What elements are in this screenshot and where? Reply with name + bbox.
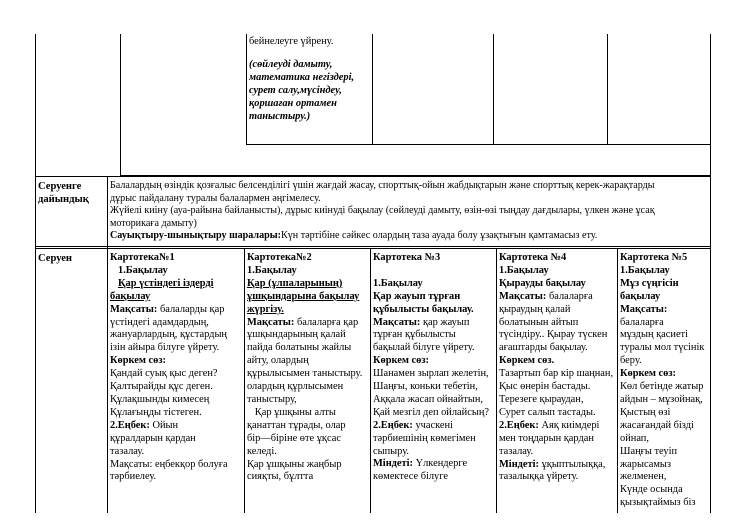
- poem-line: Қандай суық қыс деген?: [110, 368, 218, 380]
- poem-line: қызықтаймыз біз: [620, 497, 696, 509]
- walk-label: Серуен: [38, 253, 73, 264]
- italic-line: қоршаған ортамен: [249, 97, 337, 109]
- art-label: Көркем сөз.: [499, 355, 555, 367]
- goal-text: бір—біріне өте ұқсас: [247, 432, 341, 444]
- health-text: Күн тәртібіне сәйкес олардың таза ауада болу ұзақтығын қамтамасыз ету.: [280, 230, 598, 242]
- poem-line: Қыс өнерін бастады.: [499, 381, 591, 393]
- card-observation: 1.Бақылау: [620, 264, 670, 276]
- walk-prep-line: дұрыс пайдалану туралы балалармен әңгімелесу.: [110, 192, 321, 204]
- goal-label: Мақсаты:: [247, 316, 295, 328]
- card-topic: Қар жауып тұрған: [373, 290, 461, 302]
- poem-line: Қыстың өзі: [620, 406, 671, 418]
- poem-line: Құлақшынды кимесең: [110, 393, 210, 405]
- work-label: 2.Еңбек:: [373, 419, 413, 431]
- italic-line: таныстыру.): [249, 110, 311, 122]
- walk-prep-line: моторикаға дамыту): [110, 217, 197, 229]
- grid-line: [246, 34, 247, 144]
- goal-text: Қар ұшқыны алты: [247, 406, 336, 418]
- card-topic: Қырауды бақылау: [499, 277, 586, 289]
- goal-text: Қар ұшқыны жаңбыр: [247, 458, 342, 470]
- grid-line: [120, 34, 121, 175]
- poem-line: Шаңғы теуіп: [620, 445, 678, 457]
- grid-line: [35, 34, 36, 513]
- art-label: Көркем сөз:: [373, 355, 429, 367]
- grid-line: [35, 176, 711, 177]
- goal-text: айту, олардың: [247, 355, 309, 367]
- work-text: Ойын: [152, 419, 179, 431]
- poem-line: Құлағыңды тістеген.: [110, 406, 202, 418]
- task-text: Үлкендерге: [415, 458, 468, 470]
- activity-text: бейнелеуге үйрену.: [249, 36, 334, 47]
- card-5: [620, 252, 710, 512]
- goal-text: ұшқындарының қалай: [247, 329, 346, 341]
- card-observation: 1.Бақылау: [373, 277, 423, 289]
- goal-text: қыраудың қалай: [499, 303, 571, 315]
- card-topic: бақылау: [110, 290, 151, 302]
- walk-prep-line: Балалардың өзіндік қозғалыс белсенділігі үшін жағдай жасау, спорттық-ойын жабдықтарын және спорттық керек-жарақтарды: [110, 180, 655, 191]
- work-text: Аяқ киімдері: [541, 419, 600, 431]
- goal-text: болатынын айтып: [499, 316, 579, 328]
- task-text: ұқыптылыққа,: [541, 458, 606, 470]
- poem-line: Сурет салып тастады.: [499, 406, 596, 418]
- card-title: Картотека №5: [620, 252, 688, 263]
- card-3: [373, 252, 496, 512]
- grid-line: [35, 246, 711, 247]
- goal-text: балаларға қар: [296, 316, 359, 328]
- card-observation: 1.Бақылау: [118, 264, 168, 276]
- grid-line: [496, 248, 497, 513]
- card-title: Картотека№1: [110, 252, 175, 263]
- poem-line: Шанамен зырлап желетін,: [373, 368, 489, 380]
- card-title: Картотека №3: [373, 252, 441, 263]
- goal-text: үстіндегі адамдардың,: [110, 316, 209, 328]
- goal-label: Мақсаты:: [110, 303, 158, 315]
- card-title: Картотека№2: [247, 252, 312, 263]
- poem-line: Терезеге қыраудан,: [499, 393, 584, 405]
- work-label: 2.Еңбек:: [499, 419, 539, 431]
- walk-prep-line: Жүйелі киіну (ауа-райына байланысты), дұрыс киінуді бақылау (сөйлеуді дамыту, өзін-өзі тыңдау дағдылары, үлкен және ұсақ: [110, 205, 655, 217]
- goal-text: таныстыру,: [247, 393, 297, 405]
- poem-line: Тазартып бар кір шаңнан,: [499, 368, 614, 380]
- goal-text: бақылай білуге үйрету.: [373, 342, 475, 354]
- work-label: 2.Еңбек:: [110, 419, 150, 431]
- italic-line: (сөйлеуді дамыту,: [249, 58, 333, 70]
- goal-text: ізін айыра білуге үйрету.: [110, 342, 220, 354]
- walk-prep-content: [110, 180, 710, 243]
- health-label: Сауықтыру-шынықтыру шаралары:: [110, 230, 281, 242]
- grid-line: [372, 34, 373, 144]
- card-topic: құбылысты бақылау.: [373, 303, 474, 315]
- italic-line: сурет салу,мүсіндеу,: [249, 84, 342, 96]
- poem-line: Қалтырайды құс деген.: [110, 381, 213, 393]
- art-label: Көркем сөз:: [110, 355, 166, 367]
- grid-line: [710, 34, 711, 513]
- card-4: [499, 252, 617, 512]
- grid-line: [607, 34, 608, 144]
- poem-line: айдын – мұзойнақ,: [620, 393, 703, 405]
- card-observation: 1.Бақылау: [499, 264, 549, 276]
- goal-text: туралы мол түсінік: [620, 342, 705, 354]
- poem-line: жасағандай бізді: [620, 419, 694, 431]
- task-text: тазалыққа үйрету.: [499, 471, 579, 483]
- work-text: учаскені: [415, 419, 453, 431]
- grid-line: [35, 248, 711, 249]
- task-text: көмектесе білуге: [373, 471, 448, 483]
- goal-text: мұздың қасиеті: [620, 329, 688, 341]
- work-text: сыпыру.: [373, 445, 409, 457]
- walk-prep-label: Серуенге дайындық: [38, 181, 89, 205]
- grid-line: [246, 144, 710, 145]
- card-topic: жүргізу.: [247, 303, 284, 315]
- health-line: [110, 230, 710, 243]
- goal-text: жануарлардың, құстардың: [110, 329, 227, 341]
- goal-label: Мақсаты:: [499, 290, 547, 302]
- work-text: құралдарын қардан: [110, 432, 196, 444]
- task-label: Міндеті:: [373, 458, 413, 470]
- goal-text: құрылысымен таныстыру.: [247, 368, 363, 380]
- grid-line: [244, 248, 245, 513]
- card-topic: Қар (ұлпаларының): [247, 277, 343, 289]
- task-label: Міндеті:: [499, 458, 539, 470]
- card-topic: ұшқындарына бақылау: [247, 290, 360, 302]
- goal-text: келеді.: [247, 445, 277, 457]
- work-text: тазалау.: [110, 445, 145, 457]
- work-goal: тәрбиелеу.: [110, 471, 157, 483]
- grid-line: [370, 248, 371, 513]
- goal-text: пайда болатыны жайлы: [247, 342, 352, 354]
- goal-label: Мақсаты:: [620, 303, 668, 315]
- goal-text: қанаттан тұрады, олар: [247, 419, 346, 431]
- work-goal: Мақсаты: еңбекқор болуға: [110, 458, 228, 470]
- goal-text: түсіндіру.. Қырау түскен: [499, 329, 608, 341]
- poem-line: жарысамыз желменен,: [620, 458, 671, 483]
- card-topic: Мұз сүңгісін: [620, 277, 679, 289]
- work-text: тазалау.: [499, 445, 534, 457]
- card-topic: бақылау: [620, 290, 661, 302]
- work-text: мен тоңдарын қардан: [499, 432, 594, 444]
- goal-label: Мақсаты:: [373, 316, 421, 328]
- goal-text: балаларды қар: [159, 303, 225, 315]
- poem-line: Қай мезгіл деп ойлайсың?: [373, 406, 489, 418]
- grid-line: [617, 248, 618, 513]
- poem-line: Күнде осында: [620, 484, 683, 496]
- goal-text: тұрған құбылысты: [373, 329, 456, 341]
- art-label: Көркем сөз:: [620, 368, 676, 380]
- poem-line: Аққала жасап ойнайтын,: [373, 393, 484, 405]
- card-2: [247, 252, 370, 512]
- grid-line: [493, 34, 494, 144]
- goal-text: сияқты, бұлтта: [247, 471, 314, 483]
- work-text: тәрбиешінің көмегімен: [373, 432, 476, 444]
- card-observation: 1.Бақылау: [247, 264, 297, 276]
- goal-text: олардың құрлысымен: [247, 381, 344, 393]
- card-1: [110, 252, 244, 512]
- goal-text: беру.: [620, 355, 642, 367]
- goal-text: балаларға: [620, 316, 664, 328]
- card-topic: Қар үстіндегі іздерді: [118, 277, 214, 289]
- poem-line: ойнап,: [620, 432, 649, 444]
- top-activity-cell: [249, 36, 371, 123]
- goal-text: ағаштарды бақылау.: [499, 342, 588, 354]
- grid-line: [107, 176, 108, 513]
- poem-line: Көл бетінде жатыр: [620, 381, 704, 393]
- poem-line: Шаңғы, коньки тебетін,: [373, 381, 478, 393]
- goal-text: қар жауып: [422, 316, 470, 328]
- goal-text: балаларға: [548, 290, 593, 302]
- italic-line: математика негіздері,: [249, 71, 355, 83]
- card-title: Картотека №4: [499, 252, 567, 263]
